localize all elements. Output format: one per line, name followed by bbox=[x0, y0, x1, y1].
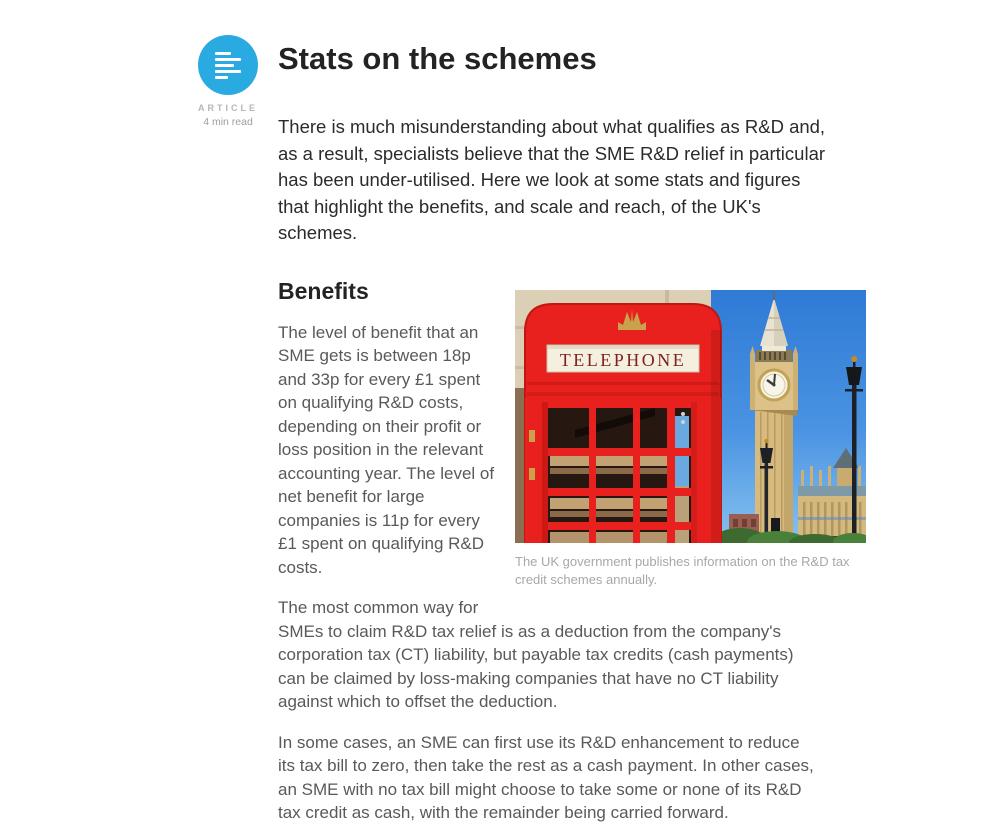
content-type-label: ARTICLE bbox=[198, 103, 258, 113]
article-icon bbox=[198, 35, 258, 95]
door-hinge bbox=[529, 468, 535, 480]
telephone-box-big-ben-photo bbox=[515, 290, 866, 543]
benefits-heading: Benefits bbox=[278, 277, 369, 304]
figure-caption: The UK government publishes information on the R&D tax credit schemes annually. bbox=[515, 553, 850, 587]
benefits-paragraph-2: The most common way for SMEs to claim R&D tax relief is as a deduction from the company's corporation tax (CT) liability, but payable tax credits (cash payments) can be claimed by loss-making companies that have no CT liability against which to offset the deduction. bbox=[278, 598, 794, 711]
article-badge bbox=[168, 35, 288, 128]
benefits-section bbox=[278, 277, 866, 825]
red-telephone-box bbox=[525, 304, 721, 543]
text-lines-icon bbox=[215, 52, 241, 79]
article-content bbox=[278, 0, 866, 825]
telephone-sign-text: TELEPHONE bbox=[559, 349, 687, 370]
door-hinge bbox=[529, 430, 535, 442]
page-title: Stats on the schemes bbox=[278, 41, 597, 76]
article-intro: There is much misunderstanding about what qualifies as R&D and, as a result, specialists believe that the SME R&D relief in particular has been under-utilised. Here we look at some stats and figures that highlight the benefits, and scale and reach, of the UK's schemes. bbox=[278, 116, 826, 243]
benefits-paragraph-1: The level of benefit that an SME gets is between 18p and 33p for every £1 spent on qualifying R&D costs, depending on their profit or loss position in the relevant accounting year. The level of net benefit for large companies is 11p for every £1 spent on qualifying R&D costs. bbox=[278, 322, 495, 577]
read-time-label: 4 min read bbox=[203, 116, 253, 128]
article-figure bbox=[515, 290, 866, 589]
benefits-paragraph-3: In some cases, an SME can first use its R&D enhancement to reduce its tax bill to zero, then take the rest as a cash payment. In other cases, an SME with no tax bill might choose to take some or none of its R&D tax credit as cash, with the remainder being carried forward. bbox=[278, 732, 814, 822]
